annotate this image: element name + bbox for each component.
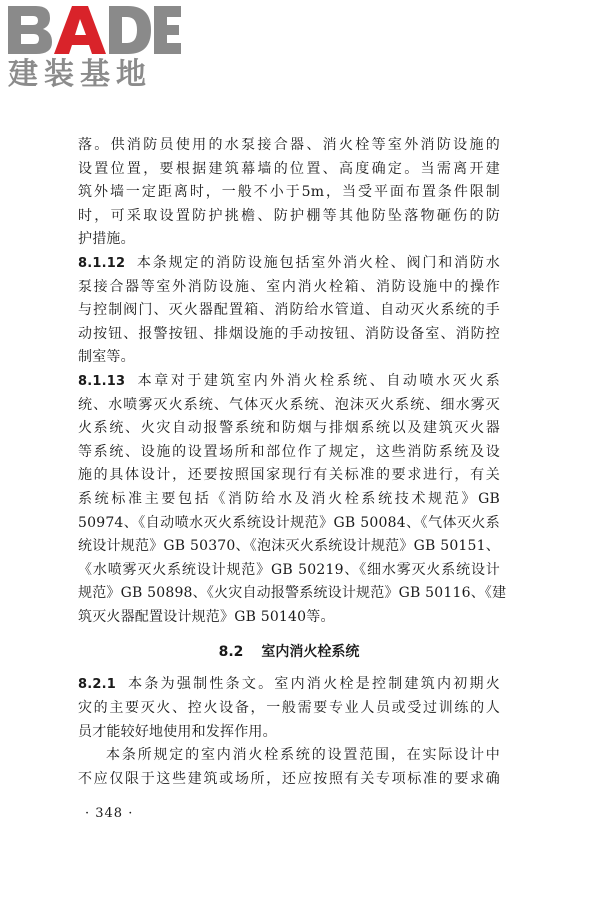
clause-8-1-12 xyxy=(78,252,500,370)
text-line: 不应仅限于这些建筑或场所，还应按照有关专项标准的要求确 xyxy=(78,770,500,787)
section-title: 室内消火栓系统 xyxy=(261,644,360,661)
text-line: 本章对于建筑室内外消火栓系统、自动喷水灭火系 xyxy=(135,372,500,389)
text-line: 泵接合器等室外消防设施、室内消火栓箱、消防设施中的操作 xyxy=(78,278,500,295)
text-line: 时，可采取设置防护挑檐、防护棚等其他防坠落物砸伤的防 xyxy=(78,207,500,224)
clause-8-2-1 xyxy=(78,673,500,744)
text-line: 规范》GB 50898、《火灾自动报警系统设计规范》GB 50116、《建 xyxy=(78,585,507,602)
section-number: 8.2 xyxy=(218,644,244,661)
section-heading xyxy=(78,633,500,671)
document-body xyxy=(78,134,507,791)
clause-number: 8.2.1 xyxy=(78,677,117,693)
text-line: 施的具体设计，还要按照国家现行有关标准的要求进行，有关 xyxy=(78,467,500,484)
text-line: 制室等。 xyxy=(78,349,135,366)
text-line: 动按钮、报警按钮、排烟设施的手动按钮、消防设备室、消防控 xyxy=(78,325,500,342)
text-line: 本条规定的消防设施包括室外消火栓、阀门和消防水 xyxy=(135,254,500,271)
clause-number: 8.1.13 xyxy=(78,373,126,389)
text-line: 《水喷雾灭火系统设计规范》GB 50219、《细水雾灭火系统设计 xyxy=(78,561,500,578)
text-line: 等系统、设施的设置场所和部位作了规定，这些消防系统及设 xyxy=(78,443,500,460)
text-line: 系统标准主要包括《消防给水及消火栓系统技术规范》GB xyxy=(78,490,500,507)
text-line: 落。供消防员使用的水泵接合器、消火栓等室外消防设施的 xyxy=(78,137,500,153)
text-line: 与控制阀门、灭火器配置箱、消防给水管道、自动灭火系统的手 xyxy=(78,302,500,319)
text-line: 本条为强制性条文。室内消火栓是控制建筑内初期火 xyxy=(126,676,500,693)
page-number: · 348 · xyxy=(85,806,134,821)
clause-8-1-13 xyxy=(78,370,507,630)
text-line: 员才能较好地使用和发挥作用。 xyxy=(78,723,277,740)
text-line: 灾的主要灭火、控火设备，一般需要专业人员或受过训练的人 xyxy=(78,700,500,717)
text-line: 火系统、火灾自动报警系统和防烟与排烟系统以及建筑灭火器 xyxy=(78,420,500,437)
paragraph-scope xyxy=(78,744,500,791)
text-line: 筑外墙一定距离时，一般不小于5m，当受平面布置条件限制 xyxy=(78,184,500,201)
text-line: 本条所规定的室内消火栓系统的设置范围，在实际设计中 xyxy=(106,747,500,764)
bade-logo xyxy=(6,4,181,96)
text-line: 筑灭火器配置设计规范》GB 50140等。 xyxy=(78,608,335,625)
paragraph-continuation xyxy=(78,134,500,252)
text-line: 统、水喷雾灭火系统、气体灭火系统、泡沫灭火系统、细水雾灭 xyxy=(78,396,500,413)
text-line: 统设计规范》GB 50370、《泡沫灭火系统设计规范》GB 50151、 xyxy=(78,538,500,555)
text-line: 护措施。 xyxy=(78,231,135,248)
bade-logo-subtitle: 建装基地 xyxy=(8,57,152,92)
clause-number: 8.1.12 xyxy=(78,255,126,271)
bade-logo-wordmark xyxy=(6,4,181,56)
text-line: 50974、《自动喷水灭火系统设计规范》GB 50084、《气体灭火系 xyxy=(78,514,500,531)
text-line: 设置位置，要根据建筑幕墙的位置、高度确定。当需离开建 xyxy=(78,160,500,177)
